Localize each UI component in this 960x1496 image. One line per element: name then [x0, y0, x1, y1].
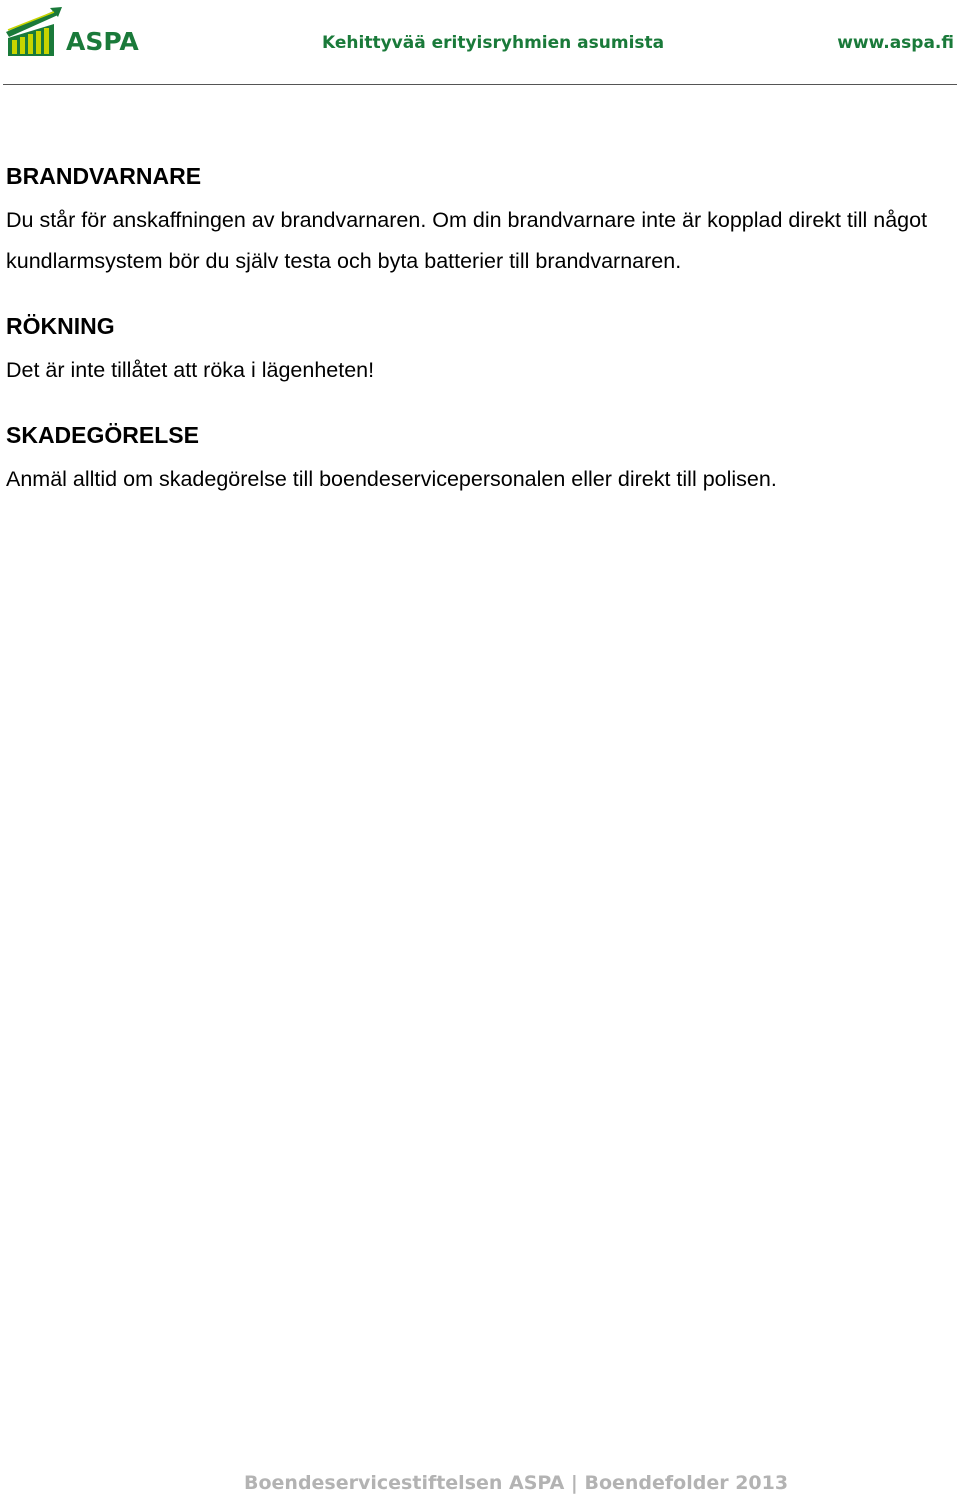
logo-wordmark: ASPA — [66, 27, 139, 56]
aspa-logo — [6, 6, 139, 60]
header-website-link[interactable]: www.aspa.fi — [837, 33, 954, 53]
section-paragraph: Du står för anskaffningen av brandvarnaren. Om din brandvarnare inte är kopplad direkt till något kundlarmsystem bör du själv testa och byta batterier till brandvarnaren. — [6, 208, 928, 273]
section-skadegorelse — [6, 421, 954, 500]
header-divider — [3, 84, 957, 85]
section-heading: RÖKNING — [6, 313, 115, 339]
section-paragraph: Anmäl alltid om skadegörelse till boendeservicepersonalen eller direkt till polisen. — [6, 467, 777, 491]
section-paragraph: Det är inte tillåtet att röka i lägenheten! — [6, 358, 375, 382]
aspa-logo-icon — [6, 6, 139, 60]
page-header — [0, 0, 960, 86]
document-body — [6, 162, 954, 530]
page-footer: Boendeservicestiftelsen ASPA | Boendefolder 2013 — [244, 1472, 789, 1494]
section-heading: BRANDVARNARE — [6, 163, 202, 189]
header-tagline: Kehittyvää erityisryhmien asumista — [322, 33, 665, 53]
section-rokning — [6, 312, 954, 391]
section-brandvarnare — [6, 162, 954, 282]
section-heading: SKADEGÖRELSE — [6, 422, 199, 448]
